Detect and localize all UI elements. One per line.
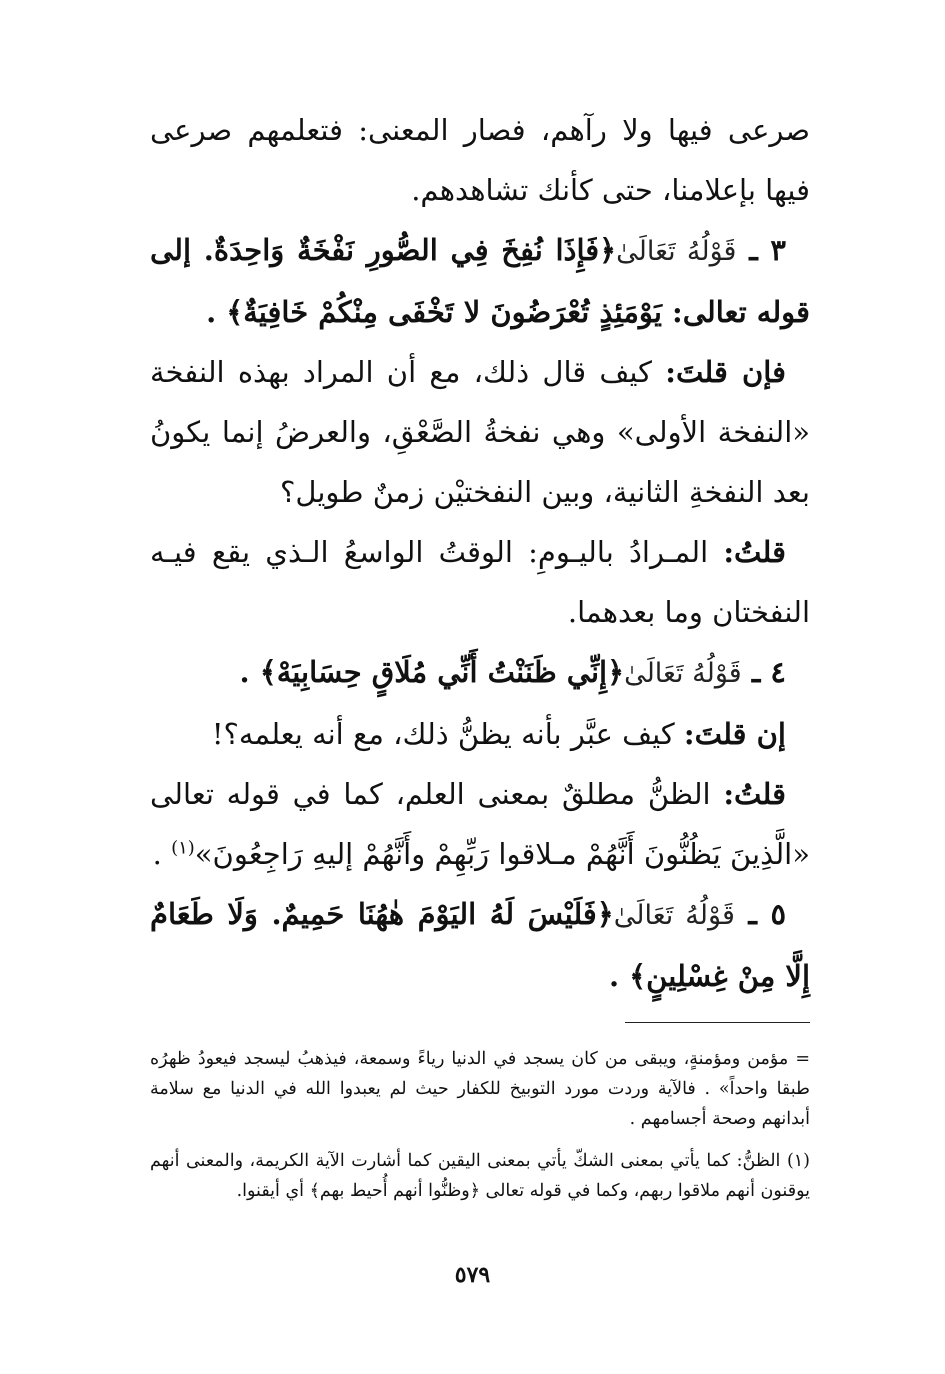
footnote-continued: = مؤمن ومؤمنةٍ، ويبقى من كان يسجد في الدنيا رياءً وسمعة، فيذهبُ ليسجد فيعودُ ظهرُه طبقا واحداً» . فالآية وردت مورد التوبيخ للكفار حيث لم يعبدوا الله في الدنيا مع سلامة أبدانهم وصحة أجسامهم .	[150, 1049, 810, 1129]
qawluhu-taala-label: قَوْلُهُ تَعَالَىٰ	[613, 900, 735, 931]
answer-label: قلتُ:	[723, 777, 786, 811]
section-4-verse	[150, 642, 810, 704]
footnote-divider	[625, 1022, 810, 1023]
question-label: إن قلتَ:	[683, 717, 786, 751]
question-text: كيف عبَّر بأنه يظنُّ ذلك، مع أنه يعلمه؟!	[211, 717, 684, 751]
answer-end: .	[152, 837, 172, 871]
section-3-verse	[150, 220, 810, 342]
qawluhu-taala-label: قَوْلُهُ تَعَالَىٰ	[616, 236, 737, 267]
section-number: ٣ ـ	[749, 233, 786, 267]
quran-verse: ﴿إِنِّي ظَنَنْتُ أَنِّي مُلَاقٍ حِسَابِيَهْ﴾ .	[239, 655, 625, 689]
answer-text: الظنُّ مطلقٌ بمعنى العلم، كما في قوله تعالى «الَّذِينَ يَظُنُّونَ أَنَّهُمْ مـلاقوا رَبِّهِمْ وأَنَّهُمْ إليهِ رَاجِعُونَ»	[150, 777, 810, 871]
paragraph-continuation: صرعى فيها ولا رآهم، فصار المعنى: فتعلمهم صرعى فيها بإعلامنا، حتى كأنك تشاهدهم.	[150, 113, 810, 207]
page-number: ٥٧٩	[454, 1262, 491, 1288]
section-5-verse	[150, 884, 810, 1006]
main-text	[150, 100, 810, 1006]
answer-text: المـرادُ باليـومِ: الوقتُ الواسعُ الـذي يقع فيـه النفختان وما بعدهما.	[150, 535, 810, 629]
qawluhu-taala-label: قَوْلُهُ تَعَالَىٰ	[624, 658, 742, 689]
answer-paragraph	[150, 764, 810, 884]
quran-verse: ﴿فَإِذَا نُفِخَ فِي الصُّورِ نَفْخَةٌ وَاحِدَةٌ. إلى قوله تعالى: يَوْمَئِذٍ تُعْرَضُونَ لا تَخْفَى مِنْكُمْ خَافِيَةٌ﴾ .	[150, 233, 810, 329]
question-paragraph	[150, 704, 810, 764]
question-text: كيف قال ذلك، مع أن المراد بهذه النفخة «النفخة الأولى» وهي نفخةُ الصَّعْقِ، والعرضُ إنما يكونُ بعد النفخةِ الثانية، وبين النفختيْن زمنٌ طويل؟	[150, 355, 810, 509]
section-number: ٤ ـ	[751, 655, 786, 689]
section-number: ٥ ـ	[748, 897, 787, 931]
answer-label: قلتُ:	[723, 535, 786, 569]
answer-paragraph	[150, 522, 810, 642]
footnotes	[150, 1044, 810, 1206]
quran-verse: ﴿فَلَيْسَ لَهُ اليَوْمَ هٰهُنَا حَمِيمٌ. وَلَا طَعَامٌ إِلَّا مِنْ غِسْلِينٍ﴾ .	[150, 897, 810, 993]
question-label: فإن قلتَ:	[665, 355, 786, 389]
question-paragraph	[150, 342, 810, 522]
footnote-spacer	[150, 1134, 810, 1146]
footnote-reference[interactable]: (١)	[171, 837, 195, 859]
footnote-1: (١) الظنُّ: كما يأتي بمعنى الشكّ يأتي بمعنى اليقين كما أشارت الآية الكريمة، والمعنى أنهم يوقنون أنهم ملاقوا ربهم، وكما في قوله تعالى ﴿وظنُّوا أنهم أُحيط بهم﴾ أي أيقنوا.	[150, 1151, 810, 1201]
